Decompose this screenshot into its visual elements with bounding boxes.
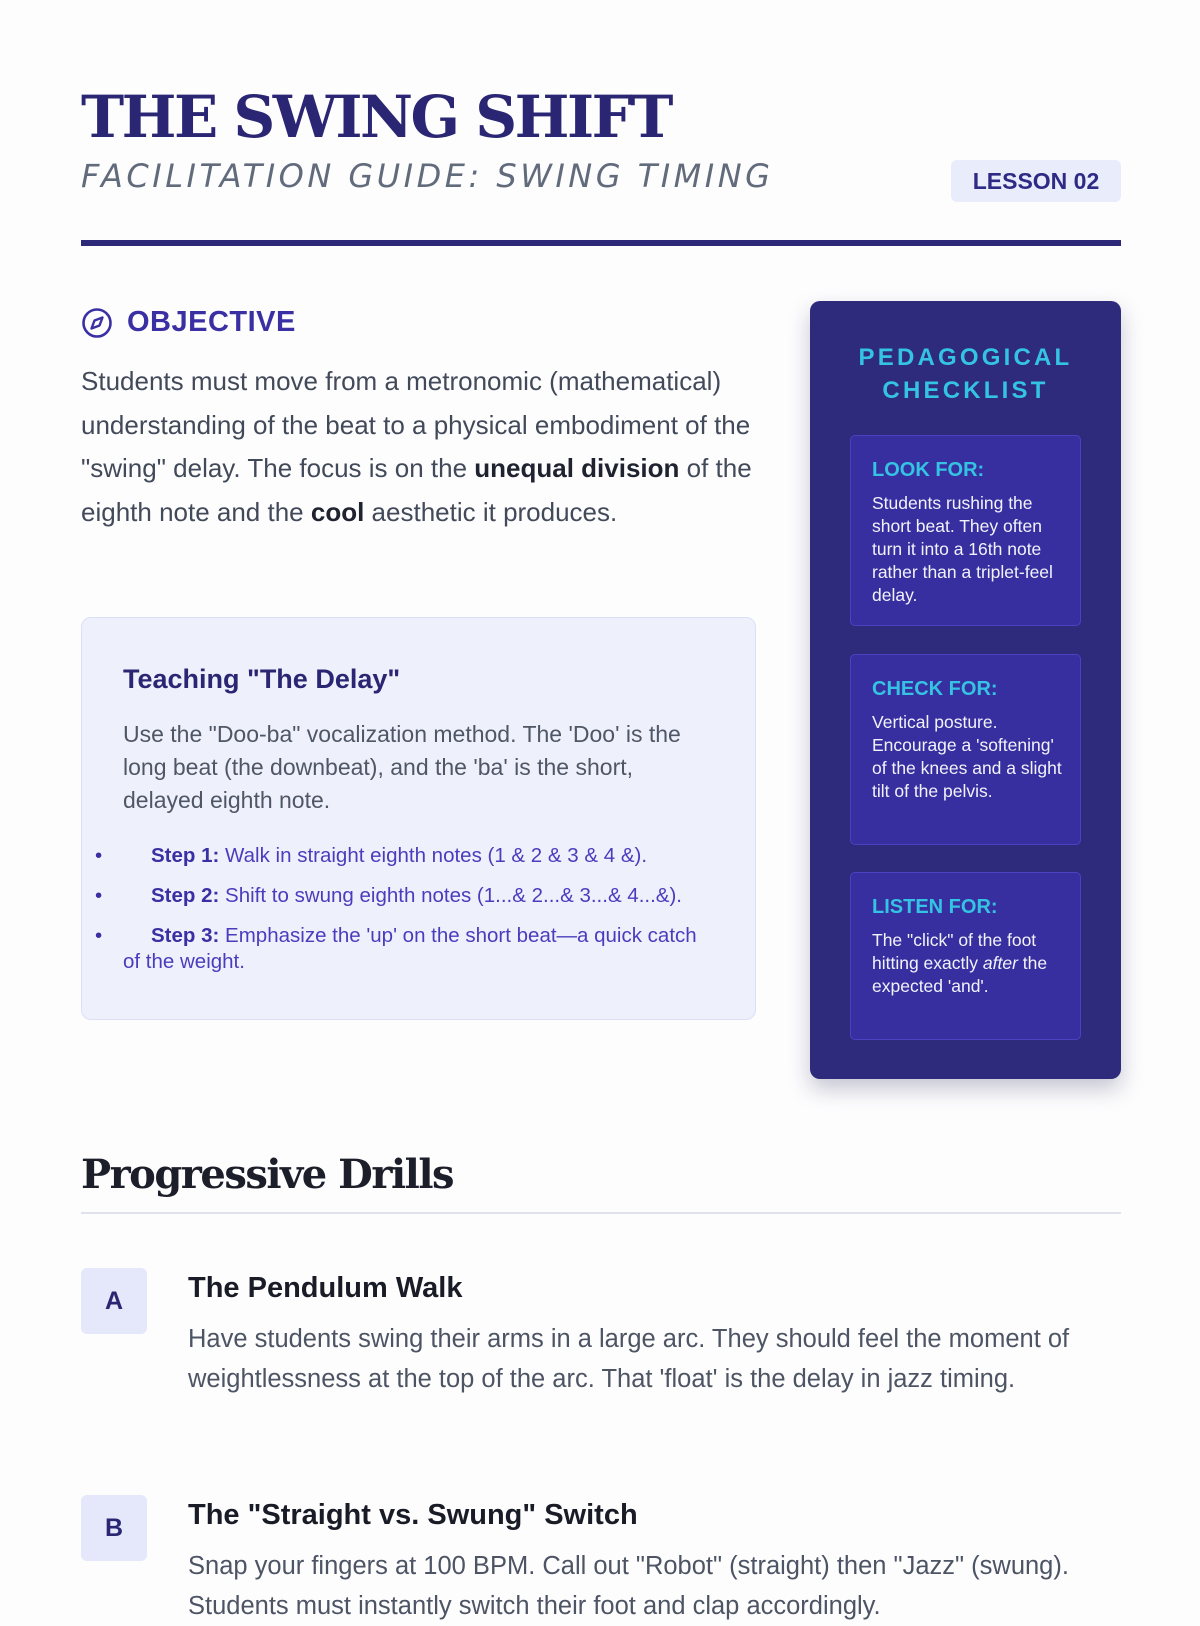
drill-badge: B: [81, 1495, 147, 1561]
teaching-card: [81, 617, 756, 1020]
objective-heading: OBJECTIVE: [127, 306, 296, 338]
drill-text: Have students swing their arms in a large arc. They should feel the moment of weightlessness at the top of the arc. That 'float' is the delay in jazz timing.: [188, 1325, 1070, 1393]
checklist-text-emphasis: after: [982, 953, 1018, 973]
checklist-label: LISTEN FOR:: [872, 896, 998, 918]
page-subtitle: FACILITATION GUIDE: SWING TIMING: [81, 157, 774, 195]
checklist-look-for: [850, 435, 1081, 626]
step-label: Step 2:: [151, 884, 220, 907]
objective-text-part: of the eighth note and the: [81, 453, 752, 527]
objective-heading-row: [81, 306, 296, 339]
objective-text-part: aesthetic it produces.: [364, 496, 618, 527]
checklist-label: LOOK FOR:: [872, 459, 985, 481]
checklist-label: CHECK FOR:: [872, 678, 998, 700]
checklist-text: [872, 929, 1062, 998]
step-label: Step 3:: [151, 924, 220, 947]
checklist-text-part: the expected 'and'.: [872, 953, 1048, 996]
page-title: THE SWING SHIFT: [81, 83, 671, 151]
teaching-card-text: Use the "Doo-ba" vocalization method. The 'Doo' is the long beat (the downbeat), and the 'ba' is the short, delayed eighth note.: [123, 721, 681, 813]
drill-title: The "Straight vs. Swung" Switch: [188, 1499, 638, 1531]
drills-divider: [81, 1212, 1121, 1214]
objective-text: [81, 360, 761, 534]
guide-page: [81, 0, 1121, 1620]
step-text: Walk in straight eighth notes (1 & 2 & 3 & 4 &).: [219, 844, 648, 867]
steps-list: [123, 843, 715, 975]
checklist-title-line: CHECKLIST: [882, 377, 1049, 404]
objective-emphasis-unequal-division: unequal division: [474, 453, 680, 483]
checklist-title: [810, 341, 1121, 407]
teaching-card-title: Teaching "The Delay": [123, 664, 401, 694]
checklist-check-for: [850, 654, 1081, 845]
step-item: [123, 883, 715, 909]
step-label: Step 1:: [151, 844, 220, 867]
objective-text-part: Students must move from a metronomic (mathematical) understanding of the beat to a physical embodiment of the "swing" delay. The focus is on the: [81, 366, 751, 483]
header-divider: [81, 240, 1121, 246]
pedagogical-checklist: [810, 301, 1121, 1079]
checklist-text-part: The "click" of the foot hitting exactly: [872, 930, 1037, 973]
step-text: Shift to swung eighth notes (1...& 2...& 3...& 4...&).: [219, 884, 682, 907]
drill-text: Snap your fingers at 100 BPM. Call out "Robot" (straight) then "Jazz" (swung). Students must instantly switch their foot and clap accordingly.: [188, 1552, 1069, 1620]
compass-icon: [81, 307, 113, 339]
checklist-listen-for: [850, 872, 1081, 1040]
drills-heading: Progressive Drills: [81, 1151, 454, 1198]
checklist-title-line: PEDAGOGICAL: [858, 344, 1073, 371]
lesson-badge: LESSON 02: [951, 160, 1121, 202]
step-item: [123, 843, 715, 869]
drill-title: The Pendulum Walk: [188, 1272, 463, 1304]
checklist-text: Students rushing the short beat. They often turn it into a 16th note rather than a triplet-feel delay.: [872, 493, 1053, 605]
step-item: [123, 923, 715, 975]
step-text: Emphasize the 'up' on the short beat—a quick catch of the weight.: [123, 924, 697, 973]
checklist-text: Vertical posture. Encourage a 'softening' of the knees and a slight tilt of the pelvis.: [872, 712, 1062, 801]
objective-emphasis-cool: cool: [310, 496, 365, 527]
drill-badge: A: [81, 1268, 147, 1334]
